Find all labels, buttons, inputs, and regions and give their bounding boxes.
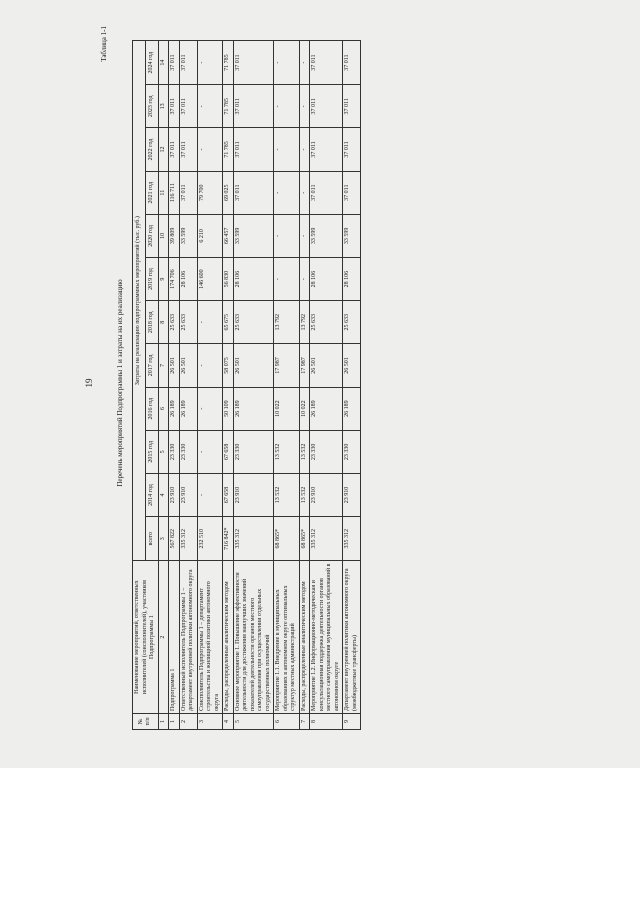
table-title: Перечень мероприятий Подпрограммы 1 и затраты на их реализацию: [116, 279, 124, 487]
row-value: 28 106: [343, 257, 361, 300]
row-value: 37 011: [179, 171, 197, 214]
row-value: 25 633: [233, 301, 274, 344]
row-value: 26 189: [233, 387, 274, 430]
row-name: Департамент внутренней политики автономного округа (межбюджетные трансферты): [343, 561, 361, 714]
row-value: -: [197, 85, 223, 128]
row-number: 8: [310, 713, 343, 729]
row-value: 71 785: [223, 85, 234, 128]
row-value: 67 658: [223, 473, 234, 516]
row-name: Мероприятие 1.2. Информационно-методическая и консультационная поддержка деятельности органов местного самоуправления муниципальных образований в автономном округе: [310, 561, 343, 714]
row-value: 37 011: [343, 171, 361, 214]
header-year: 2021 год: [145, 171, 158, 214]
row-value: 37 011: [169, 128, 180, 171]
column-number: 7: [158, 344, 169, 387]
row-value: 10 022: [299, 387, 310, 430]
row-value: 65 675: [223, 301, 234, 344]
row-value: -: [197, 301, 223, 344]
row-value: -: [197, 128, 223, 171]
row-value: 28 106: [179, 257, 197, 300]
row-value: 13 532: [274, 430, 300, 473]
row-total: 335 312: [179, 517, 197, 561]
header-year: 2015 год: [145, 430, 158, 473]
column-number: 2: [158, 561, 169, 714]
row-value: 25 633: [310, 301, 343, 344]
row-value: 39 809: [169, 214, 180, 257]
table-row: [223, 41, 234, 730]
row-number: 9: [343, 713, 361, 729]
row-value: 26 189: [179, 387, 197, 430]
row-total: 335 312: [233, 517, 274, 561]
row-value: -: [274, 257, 300, 300]
row-value: 174 706: [169, 257, 180, 300]
row-value: 13 532: [274, 473, 300, 516]
table-label: Таблица 1-1: [100, 26, 108, 62]
row-name: Подпрограмма 1: [169, 561, 180, 714]
row-value: 69 025: [223, 171, 234, 214]
row-value: 37 011: [310, 85, 343, 128]
row-value: 67 658: [223, 430, 234, 473]
row-value: 13 792: [299, 301, 310, 344]
header-name: Наименование мероприятий, ответственных исполнителей (соисполнителей), участников Подпрограммы 1: [133, 561, 159, 714]
row-total: 335 312: [310, 517, 343, 561]
row-value: -: [197, 387, 223, 430]
column-number: 13: [158, 85, 169, 128]
row-value: 37 011: [310, 128, 343, 171]
row-total: 68 865*: [274, 517, 300, 561]
row-value: -: [274, 85, 300, 128]
row-value: 26 501: [233, 344, 274, 387]
row-value: 37 011: [169, 41, 180, 85]
row-value: 13 792: [274, 301, 300, 344]
row-value: 23 330: [343, 430, 361, 473]
costs-table: [132, 40, 361, 730]
row-value: -: [299, 128, 310, 171]
row-value: 28 106: [310, 257, 343, 300]
table-row: [233, 41, 274, 730]
column-number: 9: [158, 257, 169, 300]
row-value: 33 599: [179, 214, 197, 257]
page-number: 19: [84, 378, 94, 388]
row-number: 1: [169, 713, 180, 729]
row-value: 23 910: [310, 473, 343, 516]
row-value: -: [197, 473, 223, 516]
rotated-content: [20, 22, 616, 744]
row-value: 37 011: [233, 41, 274, 85]
row-value: -: [197, 430, 223, 473]
row-total: 335 312: [343, 517, 361, 561]
header-year: 2016 год: [145, 387, 158, 430]
row-value: 37 011: [343, 128, 361, 171]
row-name: Соисполнитель Подпрограммы 1 – департамент строительства и жилищной политики автономного округа: [197, 561, 223, 714]
header-year: 2024 год: [145, 41, 158, 85]
row-value: -: [274, 41, 300, 85]
row-value: 26 501: [179, 344, 197, 387]
row-value: 37 011: [310, 41, 343, 85]
row-number: 2: [179, 713, 197, 729]
column-number: 4: [158, 473, 169, 516]
column-number: 14: [158, 41, 169, 85]
row-value: 33 599: [310, 214, 343, 257]
header-year: 2017 год: [145, 344, 158, 387]
row-value: 146 600: [197, 257, 223, 300]
row-value: 33 599: [233, 214, 274, 257]
row-value: 37 011: [233, 128, 274, 171]
row-value: 23 330: [310, 430, 343, 473]
row-value: 26 189: [343, 387, 361, 430]
row-value: -: [299, 214, 310, 257]
table-row: [310, 41, 343, 730]
row-value: -: [274, 128, 300, 171]
row-value: 66 457: [223, 214, 234, 257]
row-value: 37 011: [343, 85, 361, 128]
row-value: 58 075: [223, 344, 234, 387]
table-row: [299, 41, 310, 730]
row-value: 13 532: [299, 473, 310, 516]
row-value: 23 910: [233, 473, 274, 516]
column-number: 3: [158, 517, 169, 561]
column-number: 8: [158, 301, 169, 344]
row-value: 71 785: [223, 128, 234, 171]
header-year: 2018 год: [145, 301, 158, 344]
row-number: 5: [233, 713, 274, 729]
row-value: 37 011: [233, 171, 274, 214]
row-value: 37 011: [179, 128, 197, 171]
row-value: 23 910: [343, 473, 361, 516]
row-value: -: [299, 257, 310, 300]
row-value: 23 330: [169, 430, 180, 473]
header-year: 2022 год: [145, 128, 158, 171]
row-value: -: [299, 85, 310, 128]
header-year: 2020 год: [145, 214, 158, 257]
table-row: [169, 41, 180, 730]
table-row: [197, 41, 223, 730]
row-name: Расходы, распределенные аналитическим методом: [223, 561, 234, 714]
header-costs: Затраты на реализацию подпрограммных мероприятий (тыс. руб.): [133, 41, 146, 561]
row-total: 567 822: [169, 517, 180, 561]
table-row: [179, 41, 197, 730]
table-row: [274, 41, 300, 730]
row-total: 68 865*: [299, 517, 310, 561]
row-number: 7: [299, 713, 310, 729]
row-value: 23 330: [233, 430, 274, 473]
row-value: 37 011: [310, 171, 343, 214]
row-value: 26 189: [310, 387, 343, 430]
header-year: 2023 год: [145, 85, 158, 128]
row-value: -: [299, 171, 310, 214]
row-value: -: [197, 344, 223, 387]
row-value: 71 785: [223, 41, 234, 85]
row-value: 25 633: [179, 301, 197, 344]
row-value: 116 711: [169, 171, 180, 214]
row-value: 23 910: [179, 473, 197, 516]
row-value: 17 987: [299, 344, 310, 387]
row-value: 26 501: [343, 344, 361, 387]
row-value: 23 330: [179, 430, 197, 473]
row-value: -: [299, 41, 310, 85]
row-value: 23 910: [169, 473, 180, 516]
row-total: 716 842*: [223, 517, 234, 561]
header-num: № п/п: [133, 713, 159, 729]
column-number: 1: [158, 713, 169, 729]
header-year: 2019 год: [145, 257, 158, 300]
row-value: 37 011: [169, 85, 180, 128]
row-number: 6: [274, 713, 300, 729]
row-value: 17 987: [274, 344, 300, 387]
row-number: 4: [223, 713, 234, 729]
row-value: 28 106: [233, 257, 274, 300]
row-value: 50 109: [223, 387, 234, 430]
row-value: 13 532: [299, 430, 310, 473]
row-name: Ответственный исполнитель Подпрограммы 1 – департамент внутренней политики автономного округа: [179, 561, 197, 714]
column-number: 5: [158, 430, 169, 473]
row-value: 79 700: [197, 171, 223, 214]
row-name: Мероприятие 1.1. Внедрение в муниципальных образованиях в автономном округе оптимальных структур местных администраций: [274, 561, 300, 714]
row-value: 26 501: [310, 344, 343, 387]
row-value: 26 501: [169, 344, 180, 387]
row-value: 25 633: [343, 301, 361, 344]
row-name: Основное мероприятие 1. Повышение эффективности деятельности для достижения наилучших значений показателей деятельности органов местного самоуправления при осуществлении отдельных государственных полномочий: [233, 561, 274, 714]
column-number: 10: [158, 214, 169, 257]
table-row: [343, 41, 361, 730]
row-value: -: [274, 171, 300, 214]
row-value: 37 011: [233, 85, 274, 128]
row-value: 37 011: [179, 41, 197, 85]
row-value: 56 830: [223, 257, 234, 300]
row-value: 26 189: [169, 387, 180, 430]
row-total: 232 510: [197, 517, 223, 561]
row-value: 33 599: [343, 214, 361, 257]
row-value: 25 633: [169, 301, 180, 344]
row-value: 6 210: [197, 214, 223, 257]
row-number: 3: [197, 713, 223, 729]
header-year: 2014 год: [145, 473, 158, 516]
row-value: -: [274, 214, 300, 257]
column-number: 11: [158, 171, 169, 214]
column-number: 6: [158, 387, 169, 430]
row-value: 37 011: [343, 41, 361, 85]
row-value: -: [197, 41, 223, 85]
header-total: всего: [145, 517, 158, 561]
row-value: 10 022: [274, 387, 300, 430]
row-value: 37 011: [179, 85, 197, 128]
column-number: 12: [158, 128, 169, 171]
row-name: Расходы, распределенные аналитическим методом: [299, 561, 310, 714]
